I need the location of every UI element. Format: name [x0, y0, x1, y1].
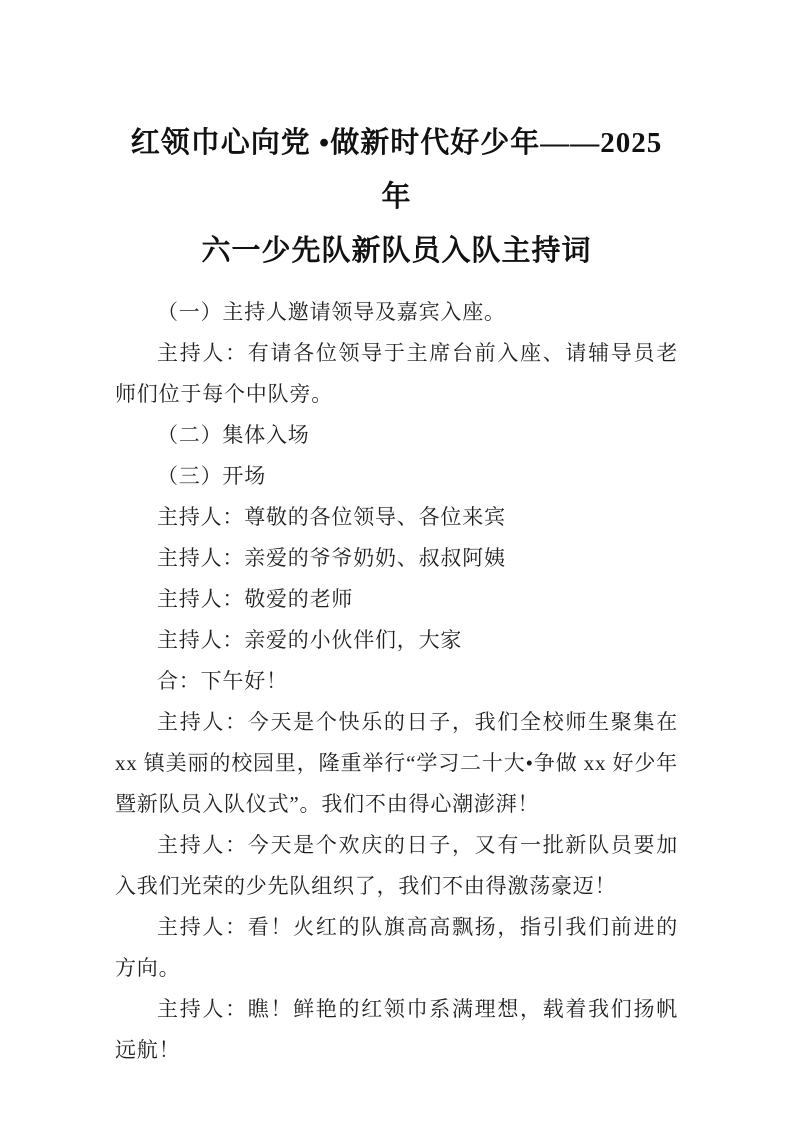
paragraph: 主持人：敬爱的老师 — [157, 587, 354, 611]
paragraph: （三）开场 — [157, 464, 266, 488]
document-title-line-2: 六一少先队新队员入队主持词 — [201, 235, 592, 267]
paragraph: 合：下午好！ — [157, 669, 288, 693]
paragraph: （二）集体入场 — [157, 423, 310, 447]
paragraph: 主持人：今天是个欢庆的日子，又有一批新队员要加入我们光荣的少先队组织了，我们不由得激荡豪迈！ — [115, 833, 678, 898]
paragraph: 主持人：瞧！鲜艳的红领巾系满理想，载着我们扬帆远航！ — [115, 997, 678, 1062]
paragraph: 主持人：看！火红的队旗高高飘扬，指引我们前进的方向。 — [115, 915, 678, 980]
document-title-line-1: 红领巾心向党 •做新时代好少年——2025 年 — [130, 127, 663, 213]
paragraph: 主持人：亲爱的小伙伴们，大家 — [157, 628, 463, 652]
document-title — [115, 116, 678, 278]
document-body — [115, 292, 678, 1071]
paragraph: 主持人：尊敬的各位领导、各位来宾 — [157, 505, 506, 529]
paragraph: （一）主持人邀请领导及嘉宾入座。 — [157, 300, 506, 324]
paragraph: 主持人：有请各位领导于主席台前入座、请辅导员老师们位于每个中队旁。 — [115, 341, 678, 406]
paragraph: 主持人：亲爱的爷爷奶奶、叔叔阿姨 — [157, 546, 506, 570]
paragraph: 主持人：今天是个快乐的日子，我们全校师生聚集在 xx 镇美丽的校园里，隆重举行“学习二十大•争做 xx 好少年暨新队员入队仪式”。我们不由得心潮澎湃！ — [115, 710, 678, 816]
